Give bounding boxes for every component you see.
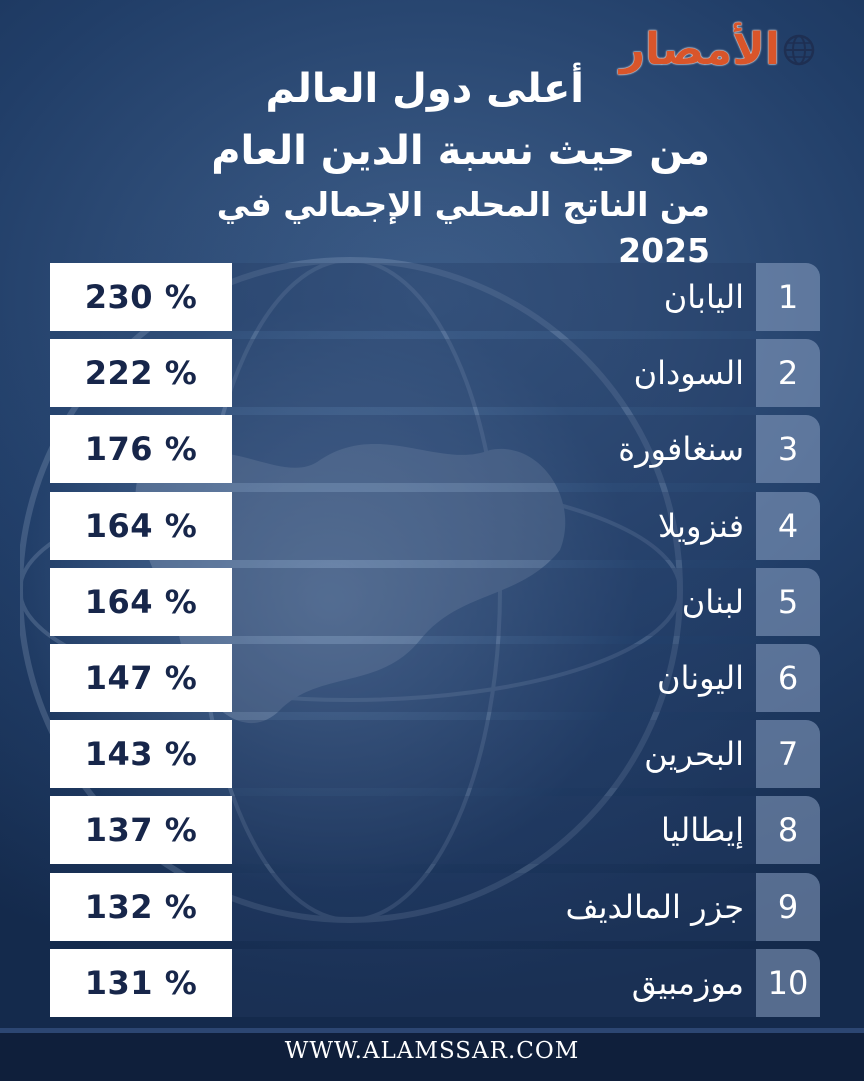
table-row (50, 720, 820, 788)
row-rank-label: 6 (756, 644, 820, 712)
row-country-label: اليابان (663, 278, 744, 316)
row-value-label: 132 % (50, 873, 232, 941)
row-country-label: موزمبيق (631, 963, 744, 1002)
row-value-label: 230 % (50, 263, 232, 331)
chart-subtitle: من الناتج المحلي الإجمالي في 2025 (216, 185, 710, 270)
row-rank-label: 8 (756, 796, 820, 864)
row-value-label: 222 % (50, 339, 232, 407)
table-row (50, 644, 820, 712)
row-rank-label: 1 (756, 263, 820, 331)
row-name-band (232, 568, 756, 636)
row-value-label: 164 % (50, 568, 232, 636)
row-value-label: 143 % (50, 720, 232, 788)
row-rank-label: 5 (756, 568, 820, 636)
row-rank-label: 3 (756, 415, 820, 483)
footer-bar (0, 1028, 864, 1081)
footer-divider (0, 1028, 864, 1033)
row-country-label: إيطاليا (661, 811, 744, 850)
row-country-label: جزر المالديف (565, 887, 744, 926)
row-value-label: 164 % (50, 492, 232, 560)
row-value-label: 131 % (50, 949, 232, 1017)
row-country-label: سنغافورة (618, 430, 744, 469)
row-rank-label: 9 (756, 873, 820, 941)
row-country-label: لبنان (681, 582, 744, 621)
row-value-label: 176 % (50, 415, 232, 483)
website-url: WWW.ALAMSSAR.COM (284, 1038, 580, 1064)
table-row (50, 263, 820, 331)
table-row (50, 492, 820, 560)
row-rank-label: 7 (756, 720, 820, 788)
title-block (140, 58, 710, 274)
table-row (50, 873, 820, 941)
row-value-label: 137 % (50, 796, 232, 864)
row-country-label: اليونان (657, 659, 744, 697)
table-row (50, 339, 820, 407)
row-country-label: فنزويلا (657, 506, 744, 545)
globe-logo-icon (782, 33, 816, 67)
row-value-label: 147 % (50, 644, 232, 712)
table-row (50, 568, 820, 636)
table-row (50, 796, 820, 864)
row-country-label: البحرين (644, 735, 744, 774)
table-row (50, 415, 820, 483)
row-rank-label: 10 (756, 949, 820, 1017)
row-country-label: السودان (633, 354, 744, 393)
table-row (50, 949, 820, 1017)
brand-logo-text: الأمصار (619, 24, 780, 75)
row-rank-label: 4 (756, 492, 820, 560)
chart-title-line1: أعلى دول العالم (265, 66, 584, 112)
row-rank-label: 2 (756, 339, 820, 407)
chart-title-line2: من حيث نسبة الدين العام (211, 128, 710, 174)
